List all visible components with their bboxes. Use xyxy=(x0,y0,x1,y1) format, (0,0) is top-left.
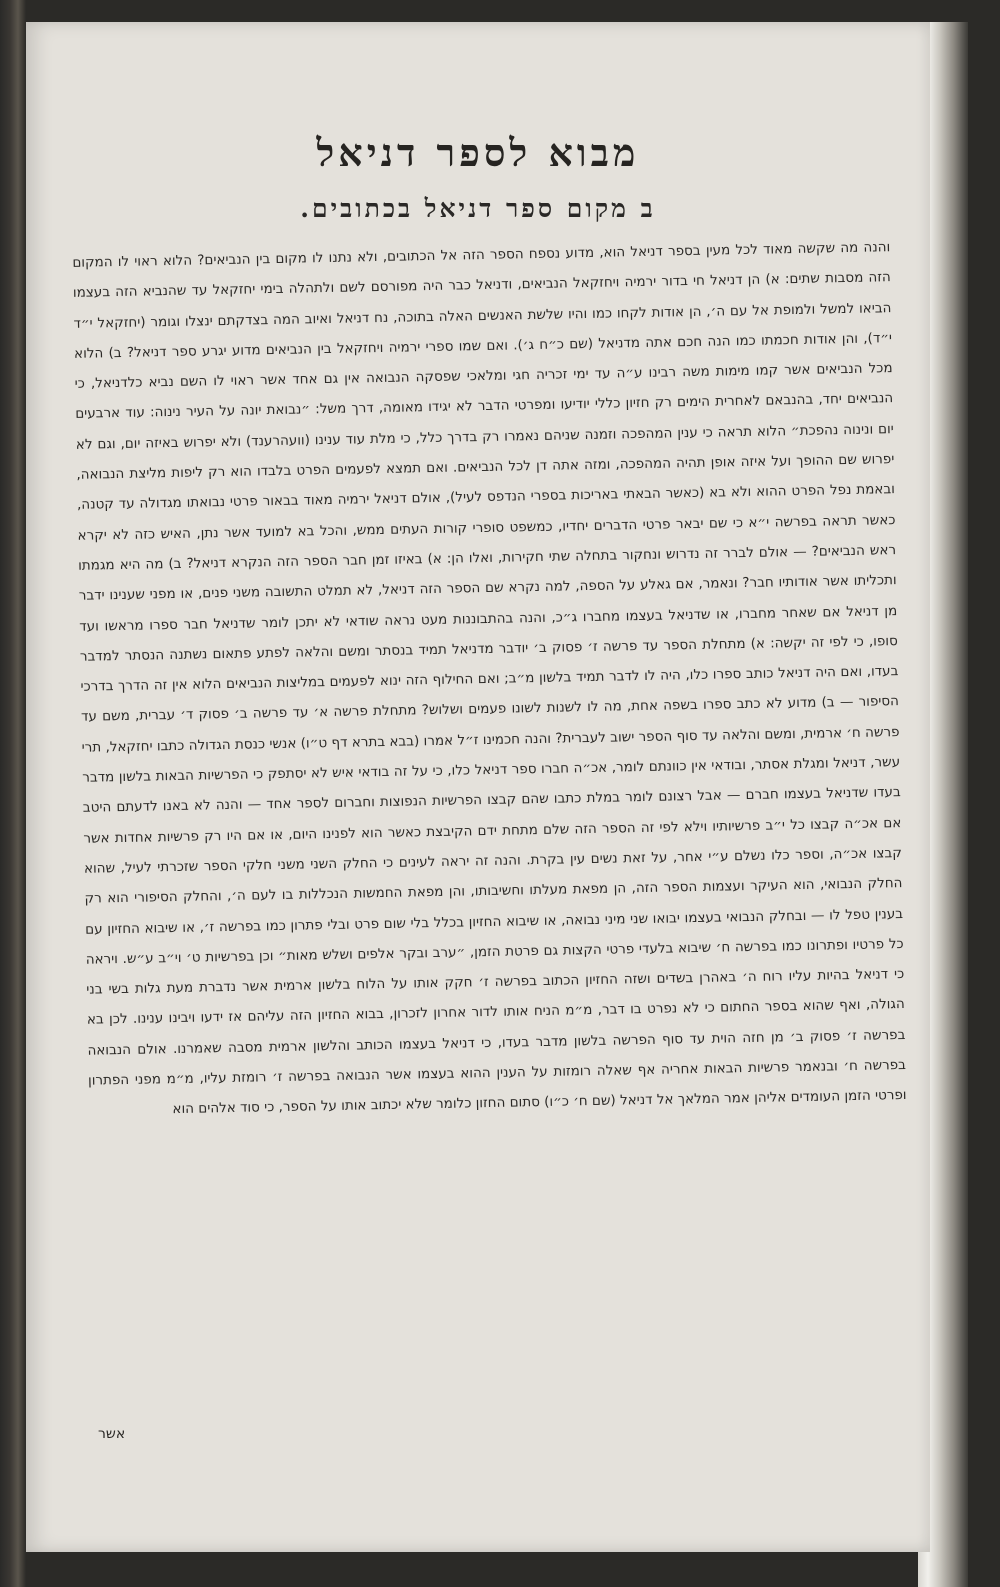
catchword: אשר xyxy=(98,1426,126,1442)
book-page xyxy=(26,22,930,1552)
body-paragraph: והנה מה שקשה מאוד לכל מעין בספר דניאל הוא, מדוע נספח הספר הזה אל הכתובים, ולא נתנו לו מקום בין הנביאים? הלוא ראוי לו המקום הזה מסבות שתים: א) הן דניאל חי בדור ירמיה ויחזקאל הנביאים, ודניאל כבר היה מפורסם לשם ולתהלה בימי יחזקאל עד שהנביא הזה בעצמו הביאו למשל ולמופת אל עם ה׳, הן אודות לקחו כמו והיו שלשת האנשים האלה בתוכה, נח דניאל ואיוב המה בצדקתם ינצלו וגומר (יחזקאל י״ד י״ד), והן אודות חכמתו כמו הנה חכם אתה מדניאל (שם כ״ח ג׳). ואם שמו ספרי ירמיה ויחזקאל בין הנביאים מדוע יגרע ספר דניאל? ב) הלוא מכל הנביאים אשר קמו מימות משה רבינו ע״ה עד ימי זכריה חגי ומלאכי שפסקה הנבואה אין גם אחד אשר ראוי לו השם נביא כלדניאל, כי הנביאים יחד, בהנבאם לאחרית הימים רק חזיון כללי יודיעו ומפרטי הדבר לא יגידו מאומה, דרך משל: ״נבואת יונה על העיר נינוה: עוד ארבעים יום ונינוה נהפכת״ הלוא תראה כי ענין המהפכה וזמנה שניהם נאמרו רק בדרך כלל, כי מלת עוד ענינו (וועהרענד) ולא יפרוש באיזה יום, וגם לא יפרוש שם ההופך ועל איזה אופן תהיה המהפכה, ומזה אתה דן לכל הנביאים. ואם תמצא לפעמים הפרט בלבדו הוא רק ליפות מליצת הנבואה, ובאמת נפל הפרט ההוא ולא בא (כאשר הבאתי באריכות בספרי הנדפס לעיל), אולם דניאל ירמיה מאוד בבאור פרטי נבואתו מגדולה עד קטנה, כאשר תראה בפרשה י״א כי שם יבאר פרטי הדברים יחדיו, כמשפט סופרי קורות העתים ממש, והכל בא למועד אשר נתן, האיש כזה לא יקרא ראש הנביאים? — אולם לברר זה נדרוש ונחקור בתחלה שתי חקירות, ואלו הן: א) באיזו זמן חבר הספר הזה הנקרא דניאל? ב) מה היא מגמתו ותכליתו אשר אודותיו חבר? ונאמר, אם גאלע על הספה, למה נקרא שם הספר הזה דניאל, לא תמלט התשובה משני פנים, או מפני שענינו ידבר מן דניאל אם שאחר מחברו, או שדניאל בעצמו מחברו ג״כ, והנה בהתבוננות מעט נראה שודאי לא יתכן לומר שדניאל חבר ספרו מראשו ועד סופו, כי לפי זה יקשה: א) מתחלת הספר עד פרשה ז׳ פסוק ב׳ יודבר מדניאל תמיד בנסתר ומשם והלאה לפתע פתאום נשתנה הנסתר למדבר בעדו, ואם היה דניאל כותב ספרו כלו, היה לו לדבר תמיד בלשון מ״ב; ואם החילוף הזה ינוא לפעמים במליצות הנביאים הלוא אין זה הדרך בדרכי הסיפור — ב) מדוע לא כתב ספרו בשפה אחת, מה לו לשנות לשונו פעמים ושלוש? מתחלת פרשה א׳ עד פרשה ב׳ פסוק ד׳ עברית, משם עד פרשה ח׳ ארמית, ומשם והלאה עד סוף הספר ישוב לעברית? והנה חכמינו ז״ל אמרו (בבא בתרא דף ט״ו) אנשי כנסת הגדולה כתבו יחזקאל, תרי עשר, דניאל ומגלת אסתר, ובודאי אין כוונתם לומר, אכ״ה חברו ספר דניאל כלו, כי על זה בודאי איש לא יסתפק כי הפרשיות הבאות בלשון מדבר בעדו שדניאל בעצמו חברם — אבל רצונם לומר במלת כתבו שהם קבצו הפרשיות הנפוצות וחברום לספר אחד — והנה לא באנו לדעתם היטב אם אכ״ה קבצו כל י״ב פרשיותיו וילא לפי זה הספר הזה שלם מתחת ידם הקיבצת כאשר הוא לפנינו היום, או אם היו רק פרשיות אחדות אשר קבצו אכ״ה, וספר כלו נשלם ע״י אחר, על זאת נשים עין בקרת. והנה זה יראה לעינים כי החלק השני משני חלקי הספר שזכרתי לעיל, שהוא החלק הנבואי, הוא העיקר ועצמות הספר הזה, הן מפאת מעלתו וחשיבותו, והן מפאת החמשות הנכללות בו לעם ה׳, והחלק הסיפורי הוא רק בענין טפל לו — ובחלק הנבואי בעצמו יבואו שני מיני נבואה, או שיבוא החזיון בכלל בלי שום פרט ובלי פתרון כמו בפרשה ז׳, או שיבוא החזיון עם כל פרטיו ופתרונו כמו בפרשה ח׳ שיבוא בלעדי פרטי הקצות גם פרטת הזמן, ״ערב ובקר אלפים ושלש מאות״ וכן בפרשיות ט׳ וי״ב ע״ש. ויראה כי דניאל בהיות עליו רוח ה׳ באהרן בשדים ושזה החזיון הכתוב בפרשה ז׳ חקק אותו על הלוח בלשון ארמית אשר נדברת מעת גלות בשי בני הגולה, ואף שהוא בספר החתום כי לא נפרט בו דבר, מ״מ הניח אותו לדור אחרון לזכרון, בבוא החזיון הזה עליהם אז ידעו ויבינו ענינו. לכן בא בפרשה ז׳ פסוק ב׳ מן חזה הוית עד סוף הפרשה בלשון מדבר בעדו, כי דניאל בעצמו הכותב והלשון ארמית מסבה שאמרנו. אולם הנבואה בפרשה ח׳ ובנאמר פרשיות הבאות אחריה אף שאלה רומזות על הענין ההוא בעצמו אשר הנבואה בפרשה ז׳ רומזת עליו, מ״מ מפני הפתרון ופרטי הזמן העומדים אליהן אמר המלאך אל דניאל (שם ח׳ כ״ו) סתום החזון כלומר שלא יכתוב אותו על הספר, כי סוד אלהים הוא xyxy=(72,239,907,1118)
page-title: מבוא לספר דניאל xyxy=(316,130,640,175)
body-text xyxy=(72,232,913,1427)
section-heading: ב מקום ספר דניאל בכתובים. xyxy=(300,194,656,223)
